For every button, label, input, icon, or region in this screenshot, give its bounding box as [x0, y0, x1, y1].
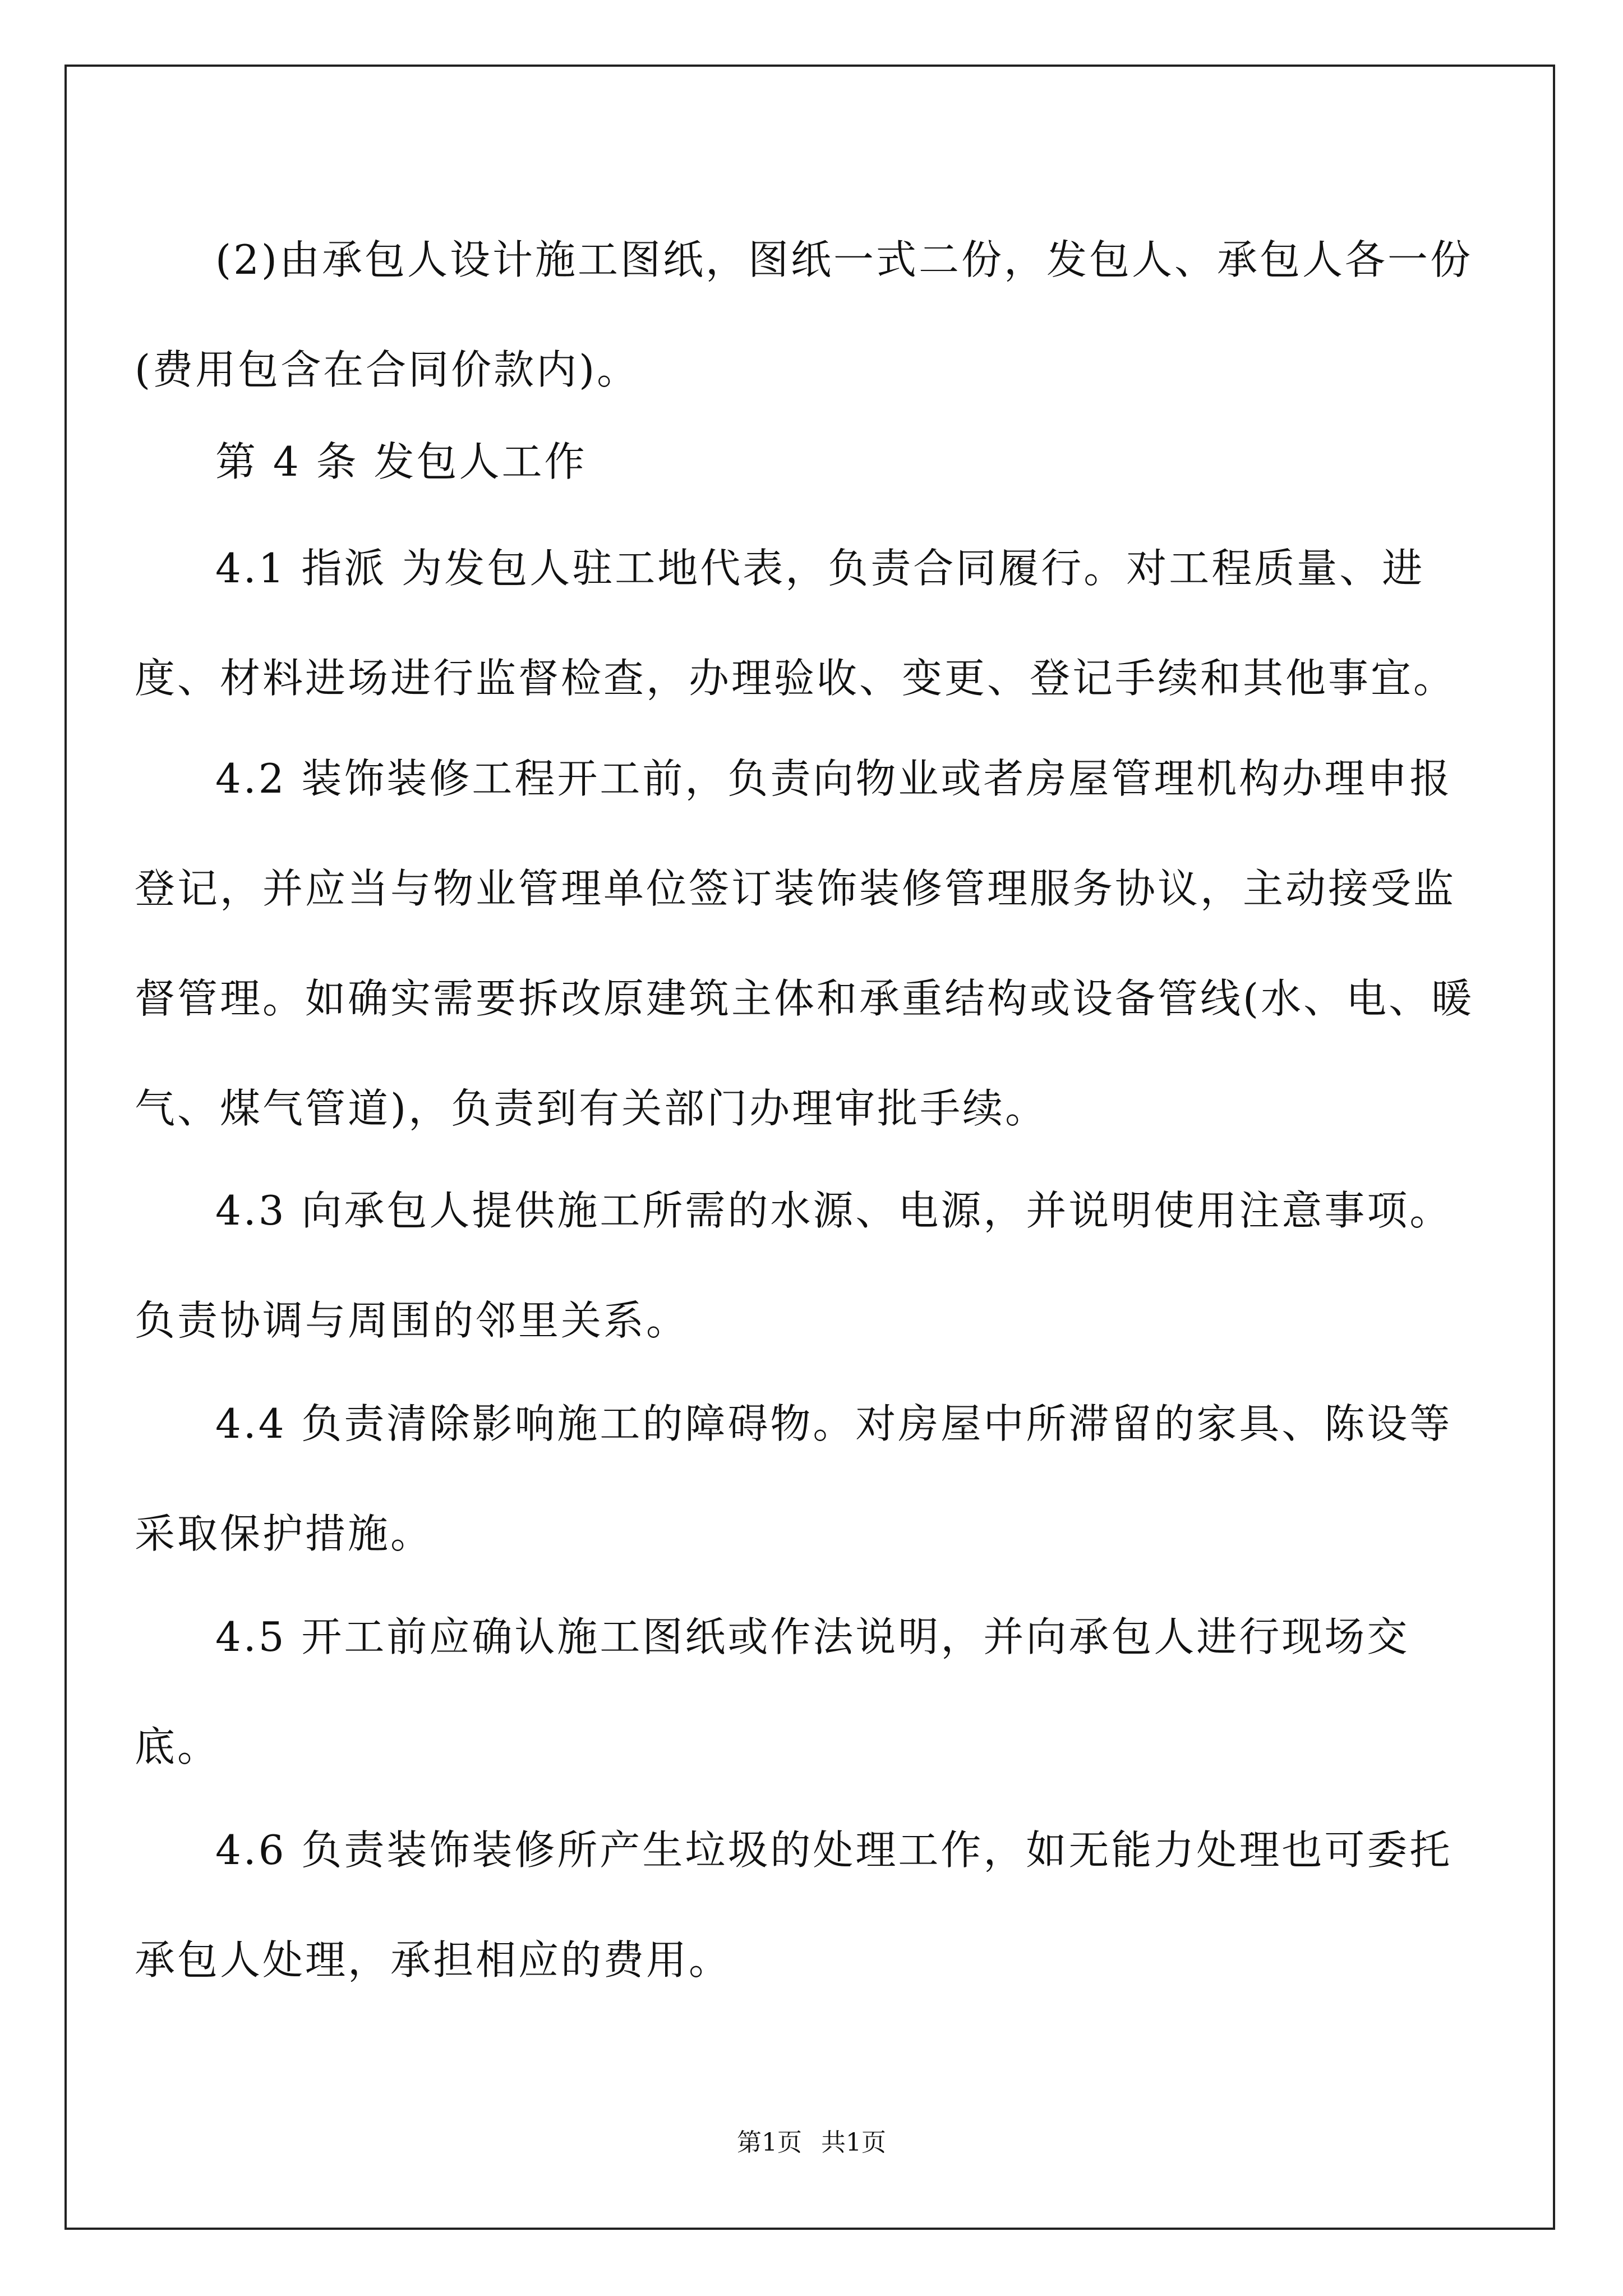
- paragraph-4-3: 4.3 向承包人提供施工所需的水源、电源，并说明使用注意事项。负责协调与周围的邻里关系。: [135, 1187, 1453, 1344]
- paragraph-4-5: 4.5 开工前应确认施工图纸或作法说明，并向承包人进行现场交底。: [135, 1613, 1410, 1770]
- page-number: 第1页: [737, 2128, 802, 2157]
- paragraph-4-6: 4.6 负责装饰装修所产生垃圾的处理工作，如无能力处理也可委托承包人处理，承担相应的费用。: [135, 1826, 1453, 1984]
- section-heading-article-4: 第 4 条 发包人工作: [215, 438, 587, 485]
- paragraph-4-1: 4.1 指派 为发包人驻工地代表，负责合同履行。对工程质量、进度、材料进场进行监督检查，办理验收、变更、登记手续和其他事宜。: [135, 545, 1456, 702]
- page-footer: [0, 2126, 1623, 2160]
- paragraph-4-4: 4.4 负责清除影响施工的障碍物。对房屋中所滞留的家具、陈设等采取保护措施。: [135, 1400, 1453, 1557]
- page-total: 共1页: [821, 2128, 886, 2157]
- paragraph-4-2: 4.2 装饰装修工程开工前，负责向物业或者房屋管理机构办理申报登记，并应当与物业管理单位签订装饰装修管理服务协议，主动接受监督管理。如确实需要拆改原建筑主体和承重结构或设备管线(水、电、暖气、煤气管道)，负责到有关部门办理审批手续。: [135, 755, 1474, 1132]
- paragraph-drawings: (2)由承包人设计施工图纸，图纸一式二份，发包人、承包人各一份(费用包含在合同价款内)。: [135, 236, 1473, 393]
